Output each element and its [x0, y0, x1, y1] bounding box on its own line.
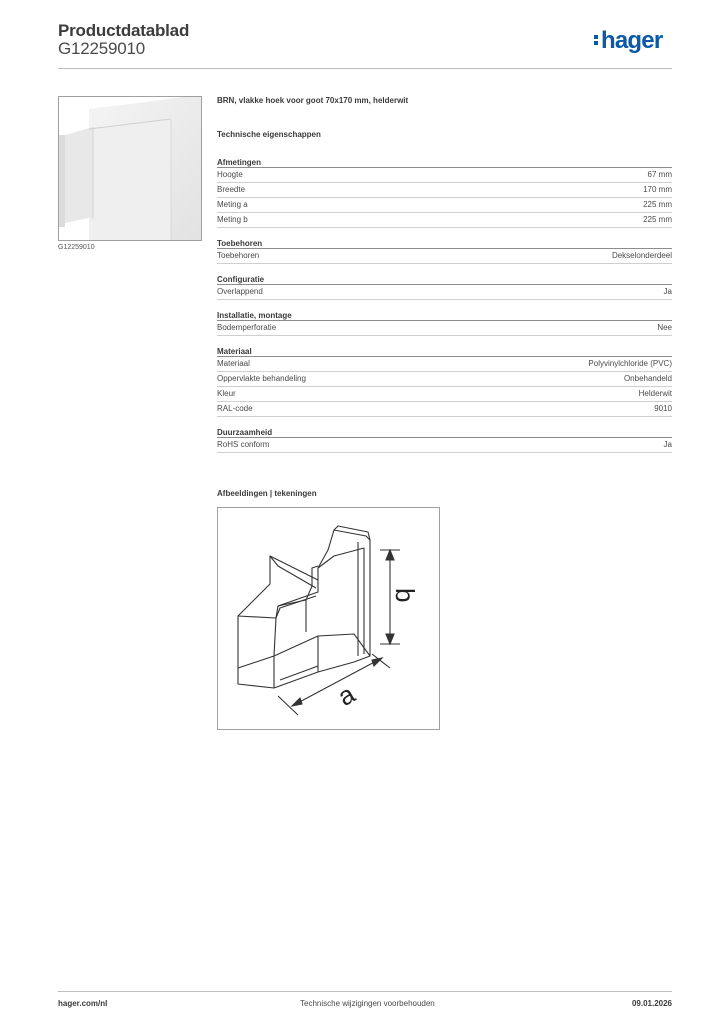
logo-dots-icon: [594, 33, 599, 47]
spec-row: [217, 198, 672, 213]
footer-notice: Technische wijzigingen voorbehouden: [300, 999, 435, 1008]
spec-group: [217, 346, 672, 417]
spec-label: Overlappend: [217, 287, 263, 296]
dimension-label-a: a: [332, 678, 360, 712]
spec-group-title: Installatie, montage: [217, 310, 672, 321]
hager-logo: [594, 27, 662, 55]
header-divider: [58, 68, 672, 69]
spec-groups: [217, 157, 672, 453]
spec-label: Oppervlakte behandeling: [217, 374, 306, 383]
spec-label: Meting b: [217, 215, 248, 224]
spec-group-title: Duurzaamheid: [217, 427, 672, 438]
spec-group: [217, 157, 672, 228]
tech-heading: Technische eigenschappen: [217, 130, 321, 139]
spec-group: [217, 310, 672, 336]
spec-row: [217, 285, 672, 300]
spec-value: 67 mm: [647, 170, 672, 179]
spec-value: Helderwit: [638, 389, 672, 398]
spec-value: 225 mm: [643, 200, 672, 209]
spec-label: Breedte: [217, 185, 246, 194]
spec-group: [217, 427, 672, 453]
spec-label: RoHS conform: [217, 440, 270, 449]
spec-group: [217, 274, 672, 300]
spec-label: Materiaal: [217, 359, 250, 368]
spec-row: [217, 168, 672, 183]
spec-value: 225 mm: [643, 215, 672, 224]
spec-group-title: Materiaal: [217, 346, 672, 357]
spec-value: Nee: [657, 323, 672, 332]
dimension-label-b: b: [390, 588, 420, 603]
spec-label: RAL-code: [217, 404, 253, 413]
spec-group-title: Configuratie: [217, 274, 672, 285]
product-photo-caption: G12259010: [58, 244, 95, 251]
spec-value: 170 mm: [643, 185, 672, 194]
spec-label: Toebehoren: [217, 251, 260, 260]
spec-row: [217, 438, 672, 453]
spec-group: [217, 238, 672, 264]
spec-row: [217, 402, 672, 417]
spec-value: Polyvinylchloride (PVC): [588, 359, 672, 368]
technical-drawing: [217, 507, 440, 730]
spec-label: Kleur: [217, 389, 236, 398]
spec-label: Meting a: [217, 200, 248, 209]
product-description: BRN, vlakke hoek voor goot 70x170 mm, helderwit: [217, 96, 409, 105]
footer-date: 09.01.2026: [631, 999, 672, 1008]
spec-value: Ja: [663, 440, 672, 449]
spec-value: Onbehandeld: [623, 374, 672, 383]
spec-row: [217, 387, 672, 402]
spec-row: [217, 249, 672, 264]
spec-value: Dekselonderdeel: [611, 251, 672, 260]
spec-group-title: Afmetingen: [217, 157, 672, 168]
spec-label: Hoogte: [217, 170, 243, 179]
spec-row: [217, 213, 672, 228]
spec-value: Ja: [663, 287, 672, 296]
spec-row: [217, 183, 672, 198]
product-code: G12259010: [58, 39, 146, 58]
page-title: Productdatablad: [58, 21, 190, 40]
spec-row: [217, 357, 672, 372]
spec-row: [217, 372, 672, 387]
spec-label: Bodemperforatie: [217, 323, 277, 332]
logo-text: hager: [601, 27, 663, 54]
specs-content: [217, 96, 672, 463]
footer-divider: [58, 991, 672, 992]
spec-value: 9010: [654, 404, 672, 413]
spec-group-title: Toebehoren: [217, 238, 672, 249]
footer-website-link[interactable]: hager.com/nl: [58, 999, 108, 1008]
spec-row: [217, 321, 672, 336]
images-section-title: Afbeeldingen | tekeningen: [217, 489, 317, 498]
product-photo: [58, 96, 202, 241]
